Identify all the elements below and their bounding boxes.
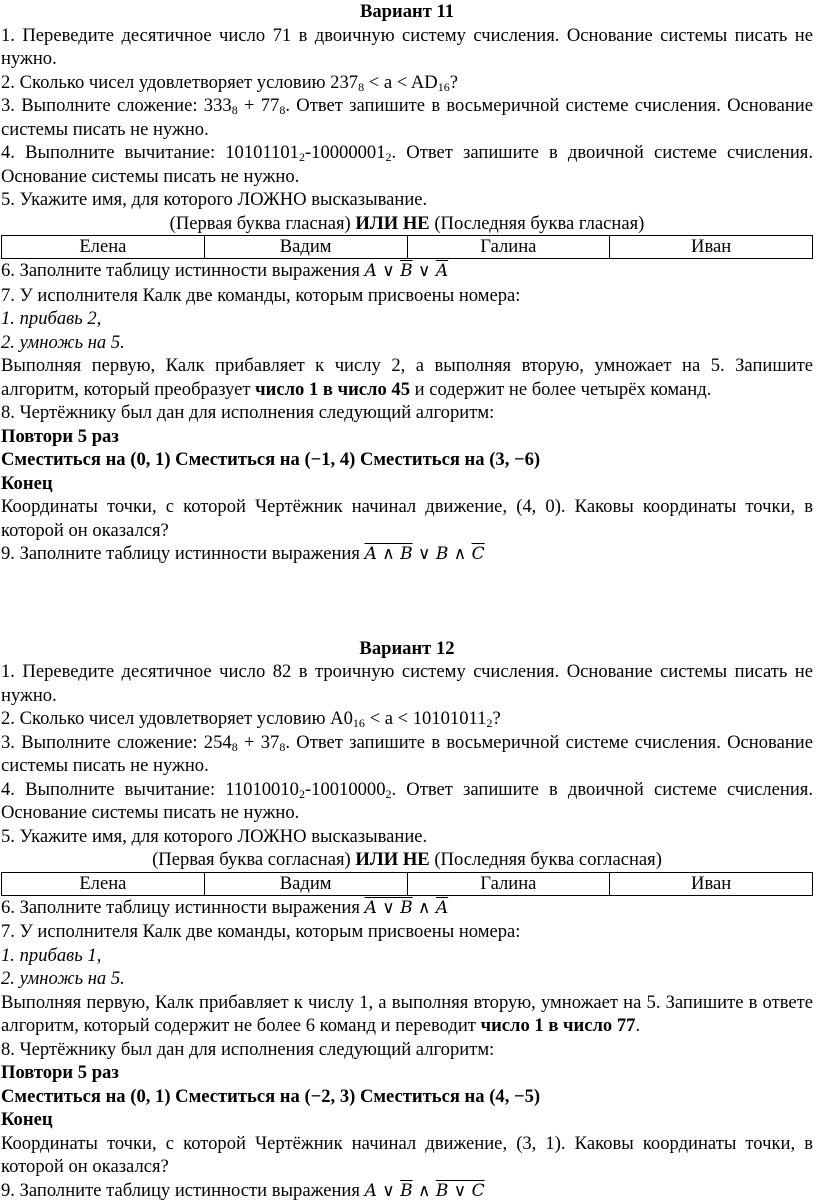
names-table <box>1 235 813 259</box>
algorithm-end: Конец <box>1 1108 813 1132</box>
question-2: 2. Сколько чисел удовлетворяет условию $237_8 < a < AD_{16}$? <box>1 71 813 95</box>
command-2: 2. умножь на 5. <box>1 967 813 991</box>
algorithm-moves: Сместиться на (0, 1) Сместиться на (−1, 4) Сместиться на (3, −6) <box>1 448 813 472</box>
question-4: 4. Выполните вычитание: $11010010_2-10010000_2$. Ответ запишите в двоичной системе счисления. Основание системы писать не нужно. <box>1 778 813 825</box>
question-5: 5. Укажите имя, для которого ЛОЖНО высказывание. <box>1 825 813 849</box>
command-1: 1. прибавь 1, <box>1 944 813 968</box>
variant-11 <box>1 0 813 567</box>
question-7: 7. У исполнителя Калк две команды, которым присвоены номера: <box>1 284 813 308</box>
question-6: 6. Заполните таблицу истинности выражения A ∨ $\overline{B}$ ∨ $\overline{A}$ <box>1 259 813 284</box>
algorithm-repeat: Повтори 5 раз <box>1 425 813 449</box>
question-9: 9. Заполните таблицу истинности выражения A ∨ $\overline{B}$ ∧ B ∨ C <box>1 1179 813 1203</box>
name-cell: Вадим <box>204 236 407 259</box>
command-2: 2. умножь на 5. <box>1 331 813 355</box>
expression: A ∨ $\overline{B}$ ∧ B ∨ C <box>365 1181 485 1201</box>
question-4: 4. Выполните вычитание: $10101101_2-10000001_2$. Ответ запишите в двоичной системе счисления. Основание системы писать не нужно. <box>1 141 813 188</box>
question-7-text: Выполняя первую, Калк прибавляет к числу 1, а выполняя вторую, умножает на 5. Запишите в ответе алгоритм, который содержит не более 6 команд и переводит число 1 в число 77. <box>1 991 813 1038</box>
question-5-condition: (Первая буква гласная) ИЛИ НЕ (Последняя буква гласная) <box>1 212 813 236</box>
expression: A ∧ B ∨ B ∧ $\overline{C}$ <box>365 544 485 564</box>
name-cell: Вадим <box>204 872 407 895</box>
command-1: 1. прибавь 2, <box>1 307 813 331</box>
algorithm-moves: Сместиться на (0, 1) Сместиться на (−2, 3) Сместиться на (4, −5) <box>1 1085 813 1109</box>
question-7-text: Выполняя первую, Калк прибавляет к числу 2, а выполняя вторую, умножает на 5. Запишите алгоритм, который преобразует число 1 в число 45 и содержит не более четырёх команд. <box>1 354 813 401</box>
question-3: 3. Выполните сложение: $333_8 + 77_8$. Ответ запишите в восьмеричной системе счисления. Основание системы писать не нужно. <box>1 94 813 141</box>
question-7: 7. У исполнителя Калк две команды, которым присвоены номера: <box>1 920 813 944</box>
algorithm-end: Конец <box>1 472 813 496</box>
name-cell: Галина <box>407 236 610 259</box>
variant-title: Вариант 11 <box>1 0 813 24</box>
names-table <box>1 872 813 896</box>
question-8: 8. Чертёжнику был дан для исполнения следующий алгоритм: <box>1 1038 813 1062</box>
table-row <box>2 872 813 895</box>
table-row <box>2 236 813 259</box>
question-8: 8. Чертёжнику был дан для исполнения следующий алгоритм: <box>1 401 813 425</box>
variant-title: Вариант 12 <box>1 637 813 661</box>
question-8-text: Координаты точки, с которой Чертёжник начинал движение, (4, 0). Каковы координаты точки, в которой он оказался? <box>1 495 813 542</box>
expression: A ∨ B ∧ $\overline{A}$ <box>365 898 449 918</box>
question-1: 1. Переведите десятичное число 71 в двоичную систему счисления. Основание системы писать не нужно. <box>1 24 813 71</box>
question-8-text: Координаты точки, с которой Чертёжник начинал движение, (3, 1). Каковы координаты точки, в которой он оказался? <box>1 1132 813 1179</box>
name-cell: Елена <box>2 872 205 895</box>
question-5: 5. Укажите имя, для которого ЛОЖНО высказывание. <box>1 188 813 212</box>
algorithm-repeat: Повтори 5 раз <box>1 1061 813 1085</box>
name-cell: Галина <box>407 872 610 895</box>
question-1: 1. Переведите десятичное число 82 в троичную систему счисления. Основание системы писать не нужно. <box>1 660 813 707</box>
name-cell: Иван <box>610 872 813 895</box>
name-cell: Елена <box>2 236 205 259</box>
name-cell: Иван <box>610 236 813 259</box>
question-3: 3. Выполните сложение: $254_8 + 37_8$. Ответ запишите в восьмеричной системе счисления. Основание системы писать не нужно. <box>1 731 813 778</box>
question-2: 2. Сколько чисел удовлетворяет условию $A0_{16} < a < 10101011_2$? <box>1 707 813 731</box>
question-5-condition: (Первая буква согласная) ИЛИ НЕ (Последняя буква согласная) <box>1 848 813 872</box>
expression: A ∨ $\overline{B}$ ∨ $\overline{A}$ <box>365 261 449 281</box>
question-9: 9. Заполните таблицу истинности выражения A ∧ B ∨ B ∧ $\overline{C}$ <box>1 542 813 567</box>
variant-12 <box>1 637 813 1203</box>
question-6: 6. Заполните таблицу истинности выражения A ∨ B ∧ $\overline{A}$ <box>1 896 813 921</box>
